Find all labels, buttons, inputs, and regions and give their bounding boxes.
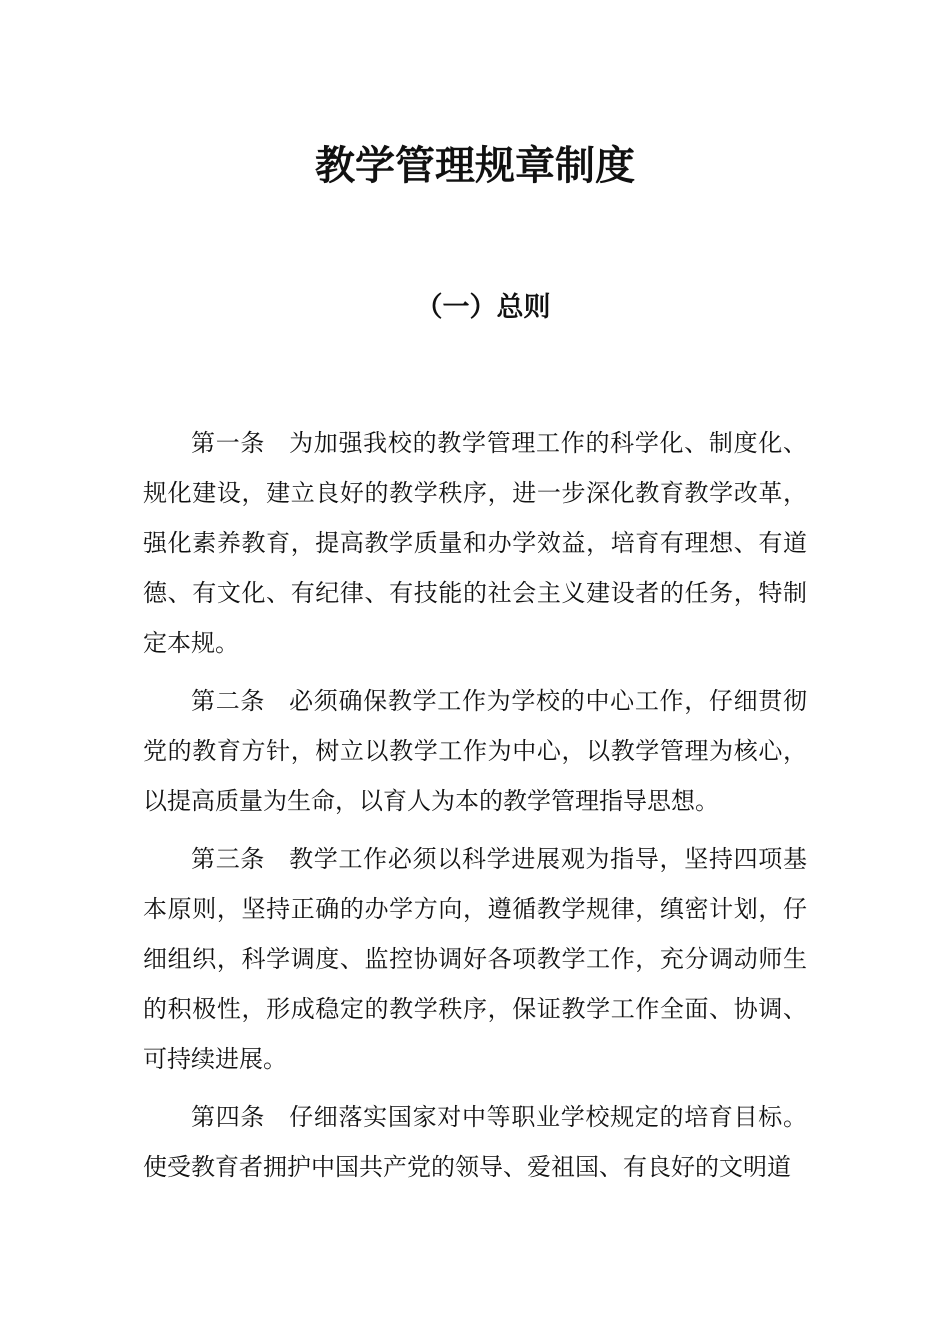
document-body	[143, 418, 807, 1200]
article-paragraph	[143, 418, 807, 668]
article-label: 第三条	[191, 845, 266, 873]
article-paragraph	[143, 1092, 807, 1192]
article-text: 教学工作必须以科学进展观为指导，坚持四项基本原则，坚持正确的办学方向，遵循教学规律，缜密计划，仔细组织，科学调度、监控协调好各项教学工作，充分调动师生的积极性，形成稳定的教学秩序，保证教学工作全面、协调、可持续进展。	[143, 845, 808, 1073]
article-paragraph	[143, 676, 807, 826]
document-title: 教学管理规章制度	[315, 143, 635, 189]
article-label: 第二条	[191, 687, 266, 715]
article-label: 第四条	[191, 1103, 266, 1131]
article-text: 仔细落实国家对中等职业学校规定的培育目标。使受教育者拥护中国共产党的领导、爱祖国、有良好的文明道	[143, 1103, 808, 1181]
article-paragraph	[143, 834, 807, 1084]
article-text: 必须确保教学工作为学校的中心工作，仔细贯彻党的教育方针，树立以教学工作为中心，以教学管理为核心，以提高质量为生命，以育人为本的教学管理指导思想。	[143, 687, 808, 815]
section-heading: （一）总则	[415, 292, 551, 323]
article-label: 第一条	[191, 429, 266, 457]
article-text: 为加强我校的教学管理工作的科学化、制度化、规化建设，建立良好的教学秩序，进一步深化教育教学改革，强化素养教育，提高教学质量和办学效益，培育有理想、有道德、有文化、有纪律、有技能的社会主义建设者的任务，特制定本规。	[143, 429, 808, 657]
